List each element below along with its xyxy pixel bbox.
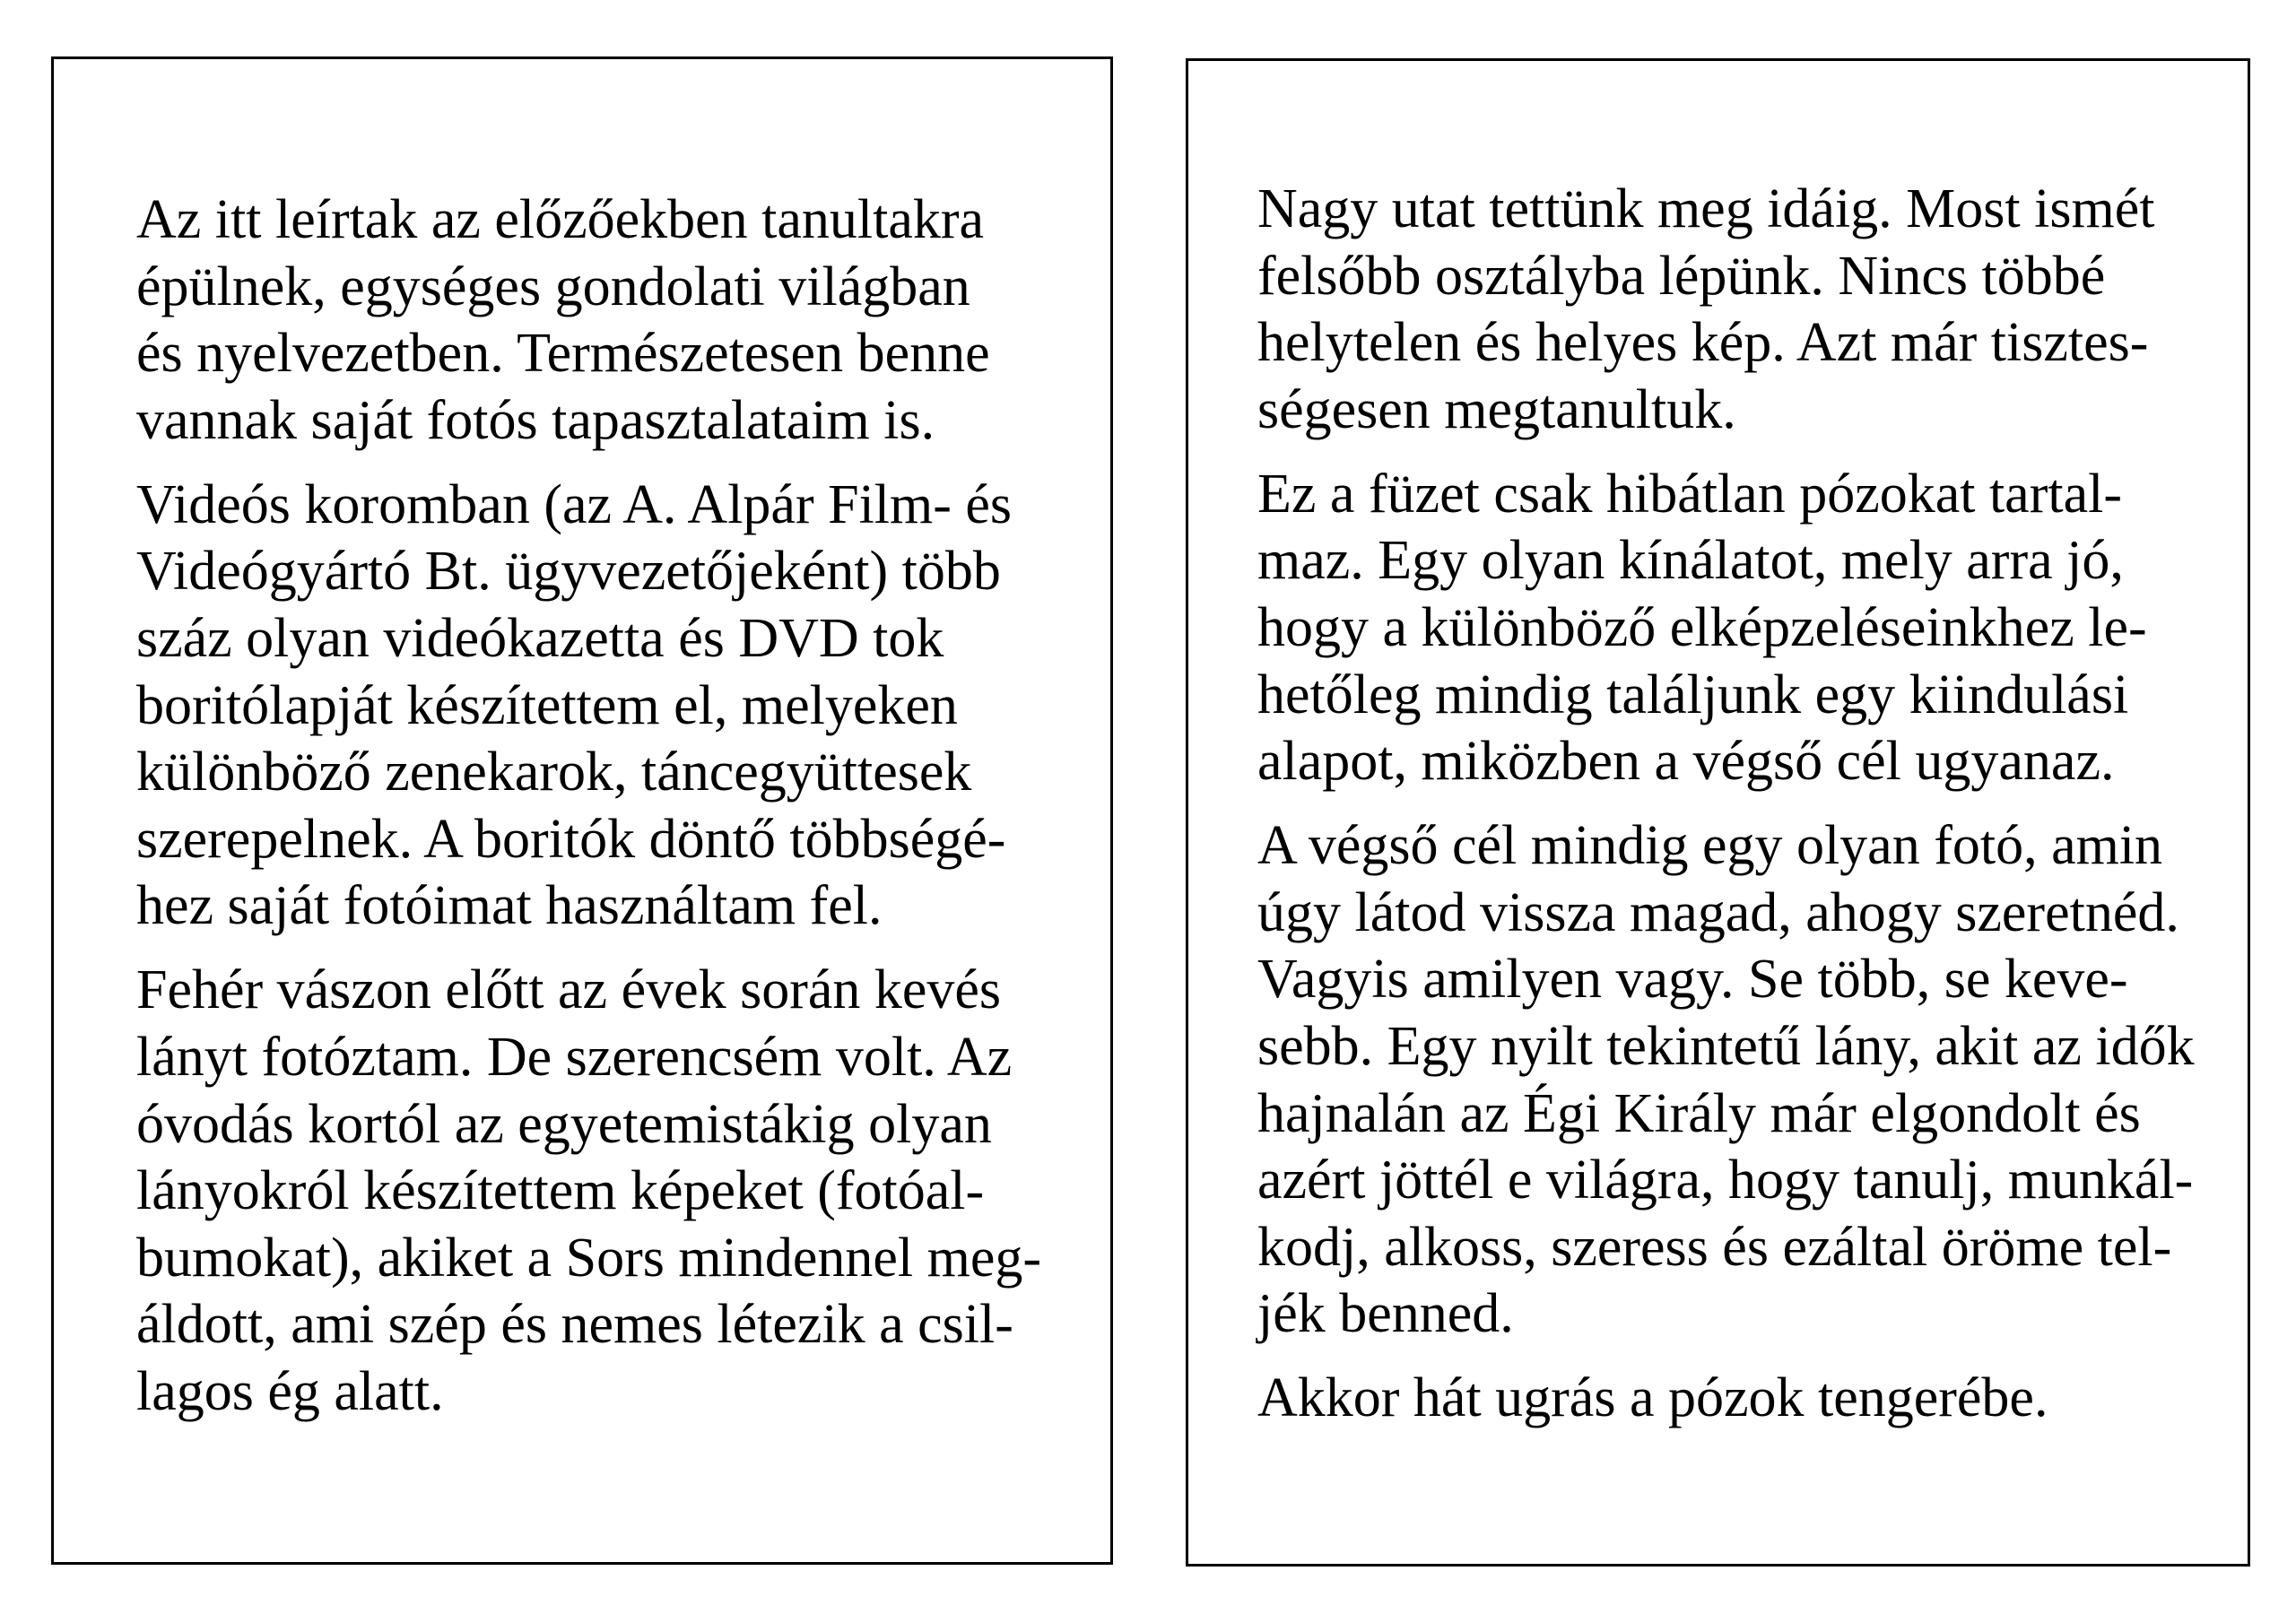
text-line: különböző zenekarok, táncegyüttesek	[136, 742, 972, 803]
right-page	[1186, 58, 2250, 1567]
text-line: azért jöttél e világra, hogy tanulj, munkál-	[1257, 1150, 2194, 1211]
text-line: Videós koromban (az A. Alpár Film- és	[136, 473, 1013, 535]
text-line: lagos ég alatt.	[136, 1360, 444, 1422]
paragraph	[136, 472, 1041, 940]
text-line: Vagyis amilyen vagy. Se több, se keve-	[1257, 949, 2128, 1011]
text-line: felsőbb osztályba lépünk. Nincs többé	[1257, 245, 2106, 307]
text-line: vannak saját fotós tapasztalataim is.	[136, 389, 935, 451]
text-line: hetőleg mindig találjunk egy kiindulási	[1257, 664, 2129, 725]
text-line: hajnalán az Égi Király már elgondolt és	[1257, 1082, 2141, 1144]
text-line: ségesen megtanultuk.	[1257, 378, 1736, 440]
text-line: szerepelnek. A boritók döntő többségé-	[136, 808, 1006, 870]
text-line: Az itt leírtak az előzőekben tanultakra	[136, 189, 985, 250]
text-line: kodj, alkoss, szeress és ezáltal öröme tel-	[1257, 1216, 2172, 1278]
paragraph	[136, 957, 1041, 1425]
paragraph	[1257, 461, 2195, 795]
paragraph	[136, 187, 1041, 454]
text-line: hez saját fotóimat használtam fel.	[136, 875, 883, 937]
text-line: hogy a különböző elképzeléseinkhez le-	[1257, 596, 2147, 658]
text-line: boritólapját készítettem el, melyeken	[136, 674, 958, 736]
text-line: Ez a füzet csak hibátlan pózokat tartal-	[1257, 463, 2122, 525]
text-line: maz. Egy olyan kínálatot, mely arra jó,	[1257, 530, 2124, 592]
paragraph	[1257, 812, 2195, 1348]
text-line: száz olyan videókazetta és DVD tok	[136, 607, 944, 669]
paragraph	[1257, 1365, 2195, 1432]
text-line: óvodás kortól az egyetemistákig olyan	[136, 1093, 992, 1155]
text-line: sebb. Egy nyilt tekintetű lány, akit az idők	[1257, 1015, 2195, 1077]
text-line: Videógyártó Bt. ügyvezetőjeként) több	[136, 541, 1001, 603]
text-line: Fehér vászon előtt az évek során kevés	[136, 959, 1002, 1021]
text-line: jék benned.	[1257, 1283, 1514, 1345]
text-line: alapot, miközben a végső cél ugyanaz.	[1257, 731, 2115, 793]
text-line: helytelen és helyes kép. Azt már tisztes-	[1257, 312, 2149, 374]
text-line: Akkor hát ugrás a pózok tengerébe.	[1257, 1367, 2048, 1429]
paragraph	[1257, 176, 2195, 443]
text-line: bumokat), akiket a Sors mindennel meg-	[136, 1227, 1041, 1289]
left-page-text	[136, 187, 1041, 1425]
left-page	[51, 56, 1113, 1565]
text-line: épülnek, egységes gondolati világban	[136, 256, 970, 317]
text-line: lányt fotóztam. De szerencsém volt. Az	[136, 1026, 1013, 1088]
text-line: és nyelvezetben. Természetesen benne	[136, 323, 990, 385]
right-page-text	[1257, 176, 2195, 1432]
text-line: A végső cél mindig egy olyan fotó, amin	[1257, 815, 2163, 877]
text-line: Nagy utat tettünk meg idáig. Most ismét	[1257, 178, 2155, 239]
text-line: áldott, ami szép és nemes létezik a csil-	[136, 1294, 1013, 1356]
text-line: lányokról készítettem képeket (fotóal-	[136, 1160, 985, 1222]
text-line: úgy látod vissza magad, ahogy szeretnéd.	[1257, 881, 2179, 943]
